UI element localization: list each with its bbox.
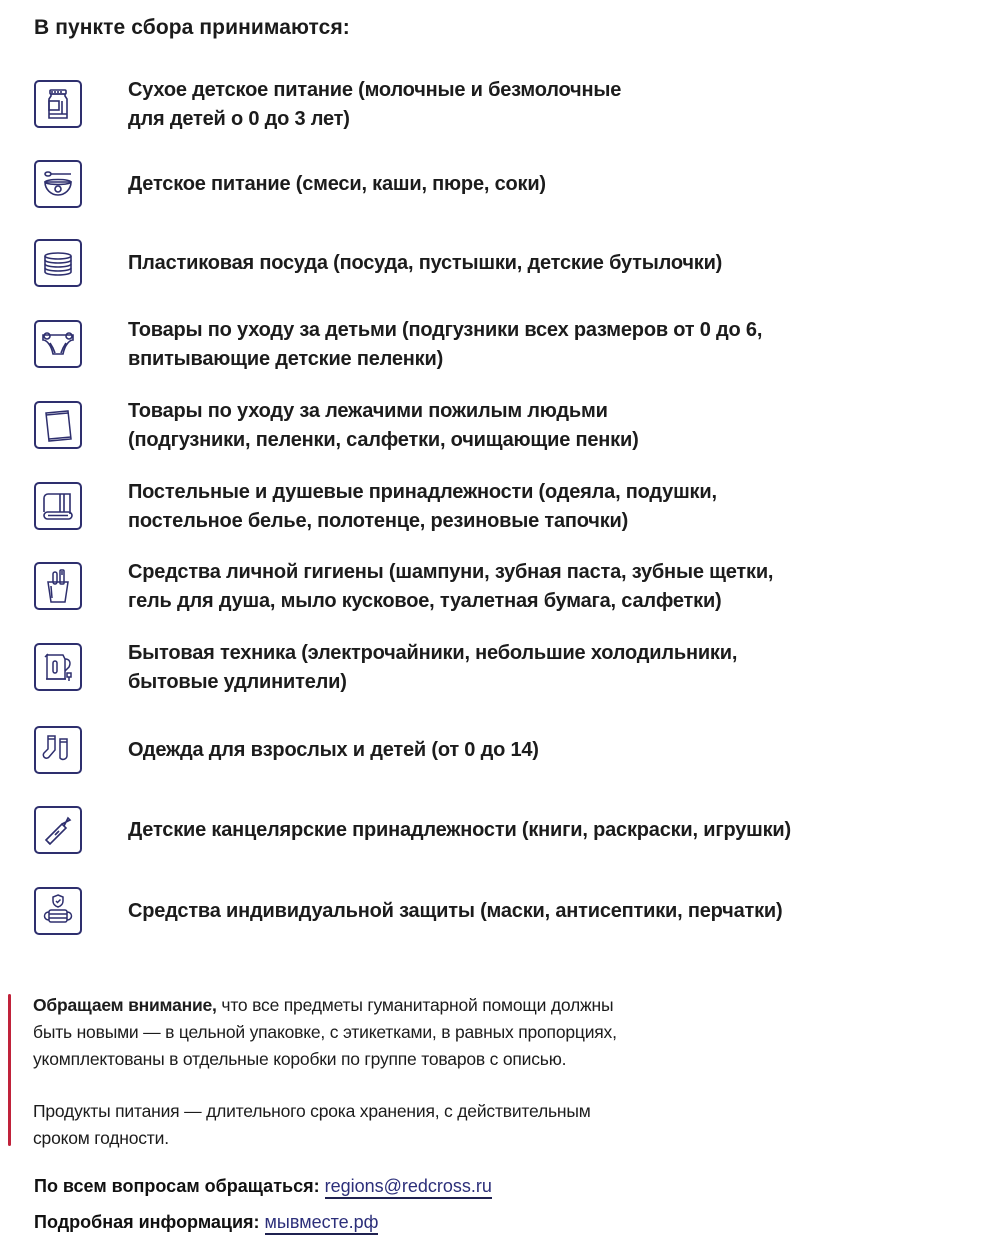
item-label [128,397,639,455]
list-item [34,160,934,214]
item-label-line: Детское питание (смеси, каши, пюре, соки) [128,173,546,195]
contact-questions [34,1176,492,1197]
item-label-line: бытовые удлинители) [128,671,347,693]
contact-questions-label: По всем вопросам обращаться: [34,1176,325,1196]
plate-stack-icon [34,239,82,287]
item-label [128,249,722,278]
list-item [34,401,934,455]
list-item [34,482,934,536]
notice-block [8,994,768,1146]
list-item [34,806,934,860]
item-label-line: для детей о 0 до 3 лет) [128,108,350,130]
item-label [128,639,737,697]
electric-kettle-icon [34,643,82,691]
contact-info-label: Подробная информация: [34,1212,265,1232]
socks-icon [34,726,82,774]
list-item [34,887,934,941]
list-item [34,80,934,134]
notice-paragraph-2-line-2: сроком годности. [33,1128,169,1148]
marker-pen-icon [34,806,82,854]
accent-bar [8,994,11,1146]
item-label [128,897,782,926]
item-label-line: впитывающие детские пеленки) [128,348,444,370]
item-label-line: постельное белье, полотенце, резиновые тапочки) [128,510,629,532]
folded-towel-icon [34,482,82,530]
notice-bold-lead: Обращаем внимание, [33,995,217,1015]
page-title: В пункте сбора принимаются: [34,16,350,39]
item-label-line: Средства индивидуальной защиты (маски, антисептики, перчатки) [128,900,783,922]
item-label [128,736,539,765]
item-label-line: Постельные и душевые принадлежности (одеяла, подушки, [128,481,717,503]
item-label-line: Товары по уходу за детьми (подгузники всех размеров от 0 до 6, [128,319,763,341]
baby-formula-jar-icon [34,80,82,128]
item-label-line: Бытовая техника (электрочайники, небольшие холодильники, [128,642,738,664]
item-label-line: Детские канцелярские принадлежности (книги, раскраски, игрушки) [128,819,791,841]
item-label [128,558,773,616]
face-mask-shield-icon [34,887,82,935]
baby-food-bowl-icon [34,160,82,208]
notice-paragraph-1-line-3: укомплектованы в отдельные коробки по группе товаров с описью. [33,1049,567,1069]
item-label [128,316,762,374]
item-label-line: Одежда для взрослых и детей (от 0 до 14) [128,739,539,761]
item-label-line: Пластиковая посуда (посуда, пустышки, детские бутылочки) [128,252,723,274]
contact-info [34,1212,378,1233]
notice-paragraph-1-line-1 [33,992,613,1019]
item-label [128,816,791,845]
diaper-icon [34,320,82,368]
toothbrush-cup-icon [34,562,82,610]
item-label-line: Средства личной гигиены (шампуни, зубная паста, зубные щетки, [128,561,774,583]
item-label [128,76,621,134]
item-label [128,170,546,199]
item-label [128,478,717,536]
absorbent-pad-icon [34,401,82,449]
website-link[interactable]: мывместе.рф [265,1212,379,1235]
list-item [34,320,934,374]
list-item [34,643,934,697]
list-item [34,562,934,616]
email-link[interactable]: regions@redcross.ru [325,1176,492,1199]
item-label-line: гель для душа, мыло кусковое, туалетная бумага, салфетки) [128,590,722,612]
item-label-line: Сухое детское питание (молочные и безмолочные [128,79,622,101]
notice-paragraph-1-line-2: быть новыми — в цельной упаковке, с этикетками, в равных пропорциях, [33,1022,617,1042]
item-label-line: Товары по уходу за лежачими пожилым людьми [128,400,608,422]
notice-paragraph-2-line-1: Продукты питания — длительного срока хранения, с действительным [33,1101,591,1121]
list-item [34,239,934,293]
notice-text: что все предметы гуманитарной помощи должны [216,995,614,1015]
item-label-line: (подгузники, пеленки, салфетки, очищающие пенки) [128,429,639,451]
list-item [34,726,934,780]
